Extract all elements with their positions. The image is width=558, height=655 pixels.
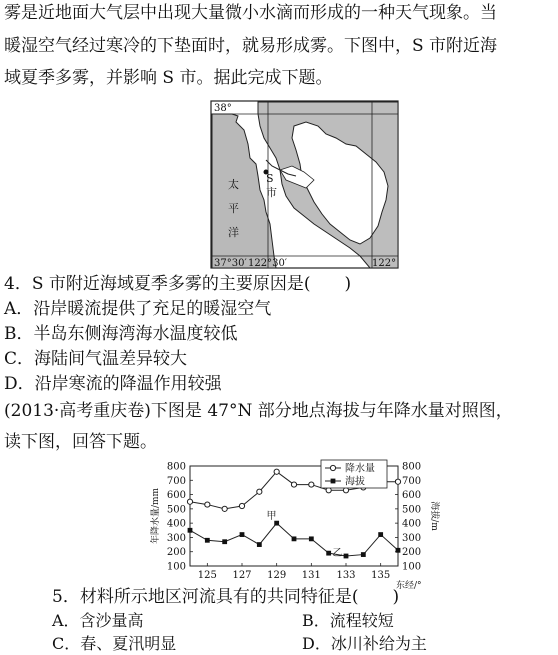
- y-tick-label-right: 300: [402, 532, 422, 544]
- intro-line-3: 域夏季多雾，并影响 S 市。据此完成下题。: [4, 68, 333, 88]
- y-tick-label-right: 700: [402, 475, 422, 487]
- y-tick-label-left: 500: [166, 504, 186, 516]
- elevation-point: [326, 551, 331, 556]
- q4-option-d: D．沿岸寒流的降温作用较强: [4, 374, 222, 394]
- x-axis-label: 东经/°: [396, 581, 422, 590]
- map-lon-mid: 122°30′: [248, 258, 288, 269]
- y-tick-label-right: 500: [402, 504, 422, 516]
- precip-point: [274, 469, 279, 474]
- x-tick-label: 133: [336, 570, 356, 581]
- elevation-precipitation-chart: [146, 458, 442, 590]
- elevation-point: [396, 548, 401, 553]
- q4-option-c: C．海陆间气温差异较大: [4, 349, 188, 369]
- legend-marker-elevation: [331, 479, 336, 484]
- intro-line-2: 暖湿空气经过寒冷的下垫面时，就易形成雾。下图中，S 市附近海: [4, 36, 498, 56]
- precip-point: [222, 506, 227, 511]
- y-tick-label-left: 200: [166, 547, 186, 559]
- q4-option-a: A．沿岸暖流提供了充足的暖湿空气: [4, 299, 272, 319]
- precip-point: [309, 482, 314, 487]
- map-ocean-3: 洋: [228, 226, 239, 239]
- precip-point: [187, 499, 192, 504]
- intro2-line-1: (2013·高考重庆卷)下图是 47°N 部分地点海拔与年降水量对照图，: [4, 401, 513, 421]
- q5-option-b: B．流程较短: [302, 611, 394, 630]
- q4-option-b: B．半岛东侧海湾海水温度较低: [4, 324, 238, 344]
- map-ocean-1: 太: [228, 178, 239, 191]
- map-lat-top: 38°: [214, 103, 232, 114]
- legend-marker-precip: [330, 465, 335, 470]
- y-axis-label-left: 年降水量/mm: [151, 487, 161, 545]
- precip-point: [395, 479, 400, 484]
- elevation-point: [292, 536, 297, 541]
- q5-option-a: A．含沙量高: [52, 611, 144, 630]
- intro-line-1: 雾是近地面大气层中出现大量微小水滴而形成的一种天气现象。当: [4, 3, 497, 23]
- y-tick-label-right: 400: [402, 518, 422, 530]
- x-tick-label: 127: [232, 570, 252, 581]
- elevation-point: [344, 554, 349, 559]
- precip-point: [326, 488, 331, 493]
- elevation-point: [361, 552, 366, 557]
- y-tick-label-left: 700: [166, 475, 186, 487]
- precip-point: [291, 482, 296, 487]
- y-tick-label-left: 800: [166, 461, 186, 473]
- elevation-point: [309, 536, 314, 541]
- chart-annotation: 甲: [266, 510, 277, 522]
- y-tick-label-right: 100: [402, 561, 422, 573]
- elevation-point: [378, 532, 383, 537]
- y-tick-label-left: 600: [166, 490, 186, 502]
- y-tick-label-left: 400: [166, 518, 186, 530]
- elevation-point: [257, 542, 262, 547]
- x-tick-label: 125: [197, 570, 217, 581]
- map-ocean-2: 平: [228, 202, 239, 215]
- q4-stem: 4．S 市附近海域夏季多雾的主要原因是( ): [4, 274, 352, 294]
- precip-point: [205, 502, 210, 507]
- precip-point: [257, 489, 262, 494]
- y-tick-label-left: 100: [166, 561, 186, 573]
- legend-label-precip: 降水量: [345, 463, 375, 475]
- elevation-point: [205, 538, 210, 543]
- y-tick-label-right: 800: [402, 461, 422, 473]
- elevation-point: [222, 539, 227, 544]
- intro2-line-2: 读下图，回答下题。: [4, 432, 157, 452]
- y-axis-label-right: 海拔/m: [429, 501, 439, 531]
- x-tick-label: 135: [371, 570, 391, 581]
- y-tick-label-right: 600: [402, 490, 422, 502]
- map-city-label-s: S: [266, 172, 274, 185]
- x-tick-label: 129: [267, 570, 287, 581]
- y-tick-label-left: 300: [166, 532, 186, 544]
- map-city-label-shi: 市: [266, 186, 277, 199]
- precip-point: [239, 503, 244, 508]
- q5-option-c: C．春、夏汛明显: [52, 634, 177, 653]
- s-city-map: [210, 100, 400, 270]
- legend-label-elevation: 海拔: [345, 476, 365, 488]
- elevation-point: [188, 528, 193, 533]
- y-tick-label-right: 200: [402, 547, 422, 559]
- q5-option-d: D．冰川补给为主: [302, 634, 427, 653]
- chart-annotation: 乙: [332, 548, 343, 559]
- map-lat-bottom: 37°30′: [214, 258, 247, 269]
- elevation-point: [240, 532, 245, 537]
- q5-stem: 5．材料所示地区河流具有的共同特征是( ): [52, 587, 400, 607]
- precip-point: [343, 488, 348, 493]
- map-lon-right: 122°: [372, 258, 397, 269]
- x-tick-label: 131: [301, 570, 321, 581]
